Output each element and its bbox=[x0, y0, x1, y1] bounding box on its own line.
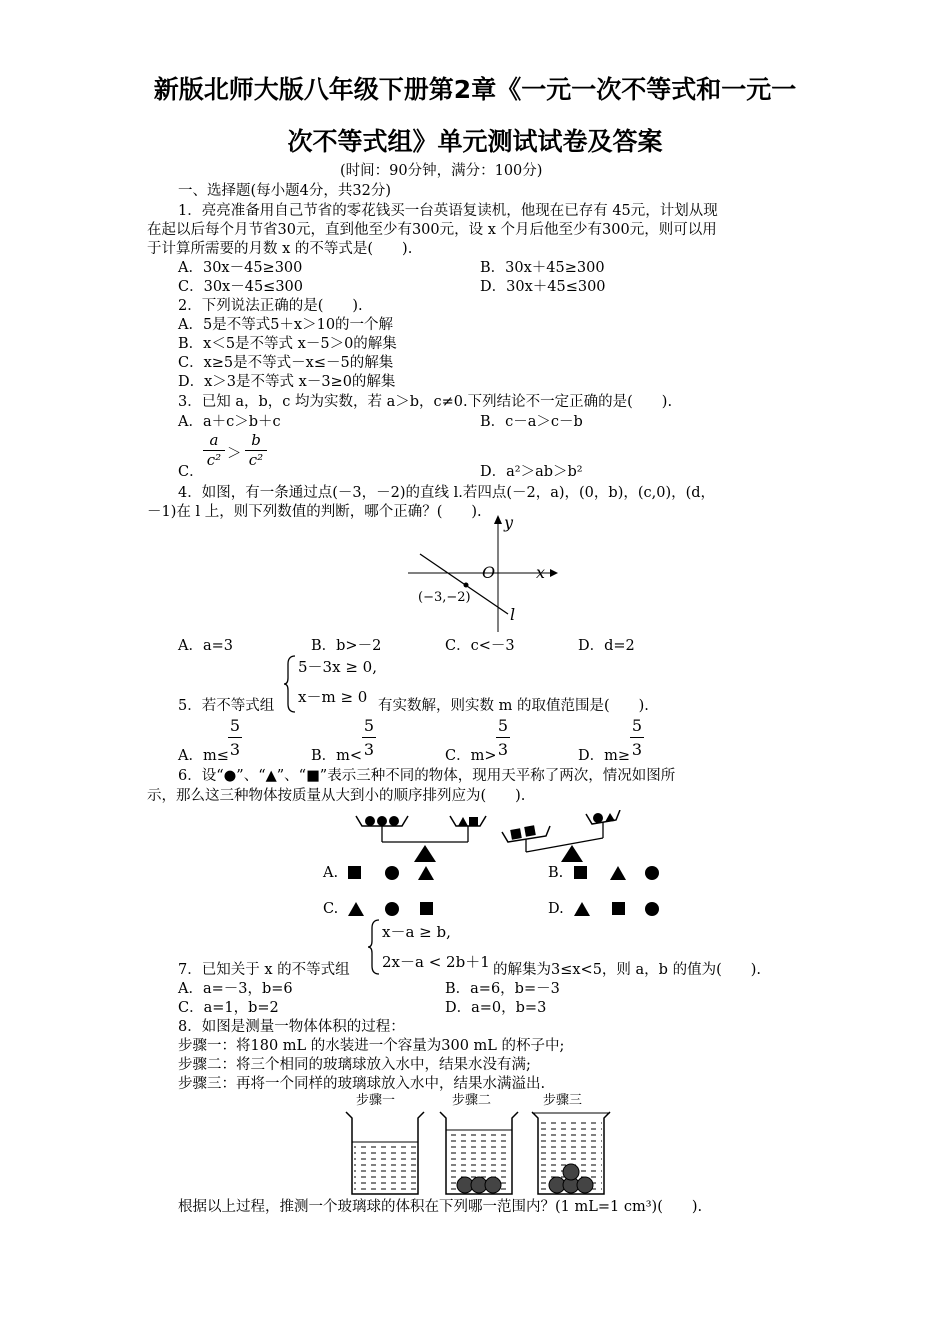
q4-line-graph bbox=[400, 512, 560, 634]
square-icon bbox=[612, 902, 625, 915]
q2-option-a: A．5是不等式5＋x＞10的一个解 bbox=[178, 317, 394, 333]
q6-option-b-label: B. bbox=[548, 865, 564, 881]
q4-option-b: B．b>－2 bbox=[311, 638, 382, 654]
q1-option-d: D．30x＋45≤300 bbox=[480, 279, 606, 295]
q8-step1: 步骤一：将180 mL 的水装进一个容量为300 mL 的杯子中; bbox=[178, 1038, 565, 1054]
q3-greater-sign: ＞ bbox=[227, 446, 242, 462]
q3-fraction-b-over-c2 bbox=[245, 432, 267, 469]
q6-option-d-label: D. bbox=[548, 901, 564, 917]
point-label: (−3,−2) bbox=[418, 590, 471, 605]
q4-option-a: A．a=3 bbox=[178, 638, 233, 654]
square-icon bbox=[348, 866, 361, 879]
q7-option-a: A．a=－3，b=6 bbox=[178, 981, 293, 997]
exam-meta: (时间：90分钟，满分：100分) bbox=[340, 163, 543, 179]
triangle-icon bbox=[348, 902, 364, 916]
balance-scale-tilted bbox=[502, 810, 620, 862]
beaker1-label: 步骤一 bbox=[356, 1093, 396, 1108]
q1-option-c: C．30x－45≤300 bbox=[178, 279, 303, 295]
beaker-step3 bbox=[532, 1112, 610, 1194]
q3-frac2-numerator: b bbox=[251, 431, 261, 449]
q5-system-line1: 5－3x ≥ 0, bbox=[298, 658, 377, 676]
q5-system-line2: x－m ≥ 0 bbox=[298, 688, 368, 706]
q3-option-a: A．a＋c＞b＋c bbox=[178, 414, 281, 430]
q5-option-d: D．m≥ bbox=[578, 748, 631, 764]
circle-icon bbox=[377, 816, 387, 826]
y-axis-label: y bbox=[504, 513, 514, 532]
q5-option-c: C．m> bbox=[445, 748, 497, 764]
q3-frac1-numerator: a bbox=[209, 431, 219, 449]
fraction-bar bbox=[496, 737, 510, 738]
q3-fraction-a-over-c2 bbox=[203, 432, 225, 469]
beaker-step1 bbox=[346, 1112, 424, 1194]
q2-stem: 2．下列说法正确的是( ). bbox=[178, 298, 363, 314]
q7-option-b: B．a=6，b=－3 bbox=[445, 981, 560, 997]
fraction-denominator: 3 bbox=[497, 740, 509, 759]
q3-stem: 3．已知 a，b，c 均为实数，若 a＞b，c≠0.下列结论不一定正确的是( ). bbox=[178, 394, 673, 410]
square-icon bbox=[574, 866, 587, 879]
q8-step2: 步骤二：将三个相同的玻璃球放入水中，结果水没有满; bbox=[178, 1057, 531, 1073]
glass-ball-icon bbox=[485, 1177, 501, 1193]
circle-icon bbox=[593, 813, 603, 823]
q1-stem-line1: 1．亮亮准备用自己节省的零花钱买一台英语复读机，他现在已存有 45元，计划从现 bbox=[178, 203, 718, 219]
q3-option-d: D．a²＞ab＞b² bbox=[480, 464, 583, 480]
q3-frac1-denominator: c² bbox=[206, 451, 222, 469]
triangle-icon bbox=[605, 813, 615, 822]
x-axis-label: x bbox=[536, 563, 546, 582]
q3-option-b: B．c－a＞c－b bbox=[480, 414, 583, 430]
q7-system-line1: x－a ≥ b, bbox=[382, 923, 451, 941]
section-heading: 一、选择题(每小题4分，共32分) bbox=[178, 183, 391, 199]
q1-stem-line3: 于计算所需要的月数 x 的不等式是( ). bbox=[147, 241, 413, 257]
q5-c-fraction bbox=[496, 716, 510, 759]
q8-step3: 步骤三：再将一个同样的玻璃球放入水中，结果水满溢出. bbox=[178, 1076, 546, 1092]
fraction-numerator: 5 bbox=[631, 716, 643, 735]
fraction-bar bbox=[362, 737, 376, 738]
q6-option-a-shapes bbox=[346, 864, 436, 882]
q6-option-c-shapes bbox=[346, 900, 436, 918]
q6-option-a-label: A. bbox=[323, 865, 339, 881]
q7-system-line2: 2x－a < 2b＋1 bbox=[382, 953, 490, 971]
q3-option-c-label: C． bbox=[178, 464, 204, 480]
fraction-numerator: 5 bbox=[363, 716, 375, 735]
beaker3-label: 步骤三 bbox=[543, 1093, 583, 1108]
q6-option-c-label: C. bbox=[323, 901, 339, 917]
document-title-line2: 次不等式组》单元测试试卷及答案 bbox=[287, 127, 663, 156]
q1-option-b: B．30x＋45≥300 bbox=[480, 260, 605, 276]
fraction-denominator: 3 bbox=[631, 740, 643, 759]
q5-d-fraction bbox=[630, 716, 644, 759]
q6-stem-line1: 6．设“●”、“▲”、“■”表示三种不同的物体，现用天平称了两次，情况如图所 bbox=[178, 768, 676, 784]
circle-icon bbox=[389, 816, 399, 826]
q2-option-b: B．x＜5是不等式 x－5＞0的解集 bbox=[178, 336, 397, 352]
square-icon bbox=[420, 902, 433, 915]
q4-option-d: D．d=2 bbox=[578, 638, 635, 654]
fraction-denominator: 3 bbox=[229, 740, 241, 759]
q2-option-c: C．x≥5是不等式－x≤－5的解集 bbox=[178, 355, 394, 371]
triangle-icon bbox=[458, 817, 468, 826]
q7-option-d: D．a=0，b=3 bbox=[445, 1000, 547, 1016]
fulcrum-icon bbox=[414, 845, 436, 862]
fraction-bar bbox=[228, 737, 242, 738]
circle-icon bbox=[385, 866, 399, 880]
q4-stem-line1: 4．如图，有一条通过点(－3，－2)的直线 l.若四点(－2，a)，(0，b)，(c,0)，(d， bbox=[178, 485, 716, 501]
q5-a-fraction bbox=[228, 716, 242, 759]
glass-ball-icon bbox=[577, 1177, 593, 1193]
x-axis-arrow bbox=[550, 569, 558, 577]
q1-option-a: A．30x－45≥300 bbox=[178, 260, 303, 276]
circle-icon bbox=[645, 866, 659, 880]
balance-scale-level bbox=[356, 816, 486, 862]
q3-frac2-denominator: c² bbox=[248, 451, 264, 469]
glass-ball-icon bbox=[563, 1164, 579, 1180]
fraction-numerator: 5 bbox=[229, 716, 241, 735]
q8-stem: 8．如图是测量一物体体积的过程： bbox=[178, 1019, 405, 1035]
square-icon bbox=[510, 828, 522, 840]
triangle-icon bbox=[610, 866, 626, 880]
q7-stem-post: 的解集为3≤x<5，则 a，b 的值为( ). bbox=[493, 962, 761, 978]
q6-stem-line2: 示，那么这三种物体按质量从大到小的顺序排列应为( ). bbox=[147, 788, 526, 804]
circle-icon bbox=[385, 902, 399, 916]
q4-option-c: C．c<－3 bbox=[445, 638, 515, 654]
q5-option-a: A．m≤ bbox=[178, 748, 229, 764]
line-label: l bbox=[510, 605, 516, 624]
q4-stem-line2: －1)在 l 上，则下列数值的判断，哪个正确？( ). bbox=[147, 504, 482, 520]
q6-option-b-shapes bbox=[572, 864, 662, 882]
q8-question: 根据以上过程，推测一个玻璃球的体积在下列哪一范围内？(1 mL=1 cm³)( ). bbox=[178, 1199, 703, 1215]
q2-option-d: D．x＞3是不等式 x－3≥0的解集 bbox=[178, 374, 396, 390]
q5-b-fraction bbox=[362, 716, 376, 759]
q5-stem-pre: 5．若不等式组 bbox=[178, 698, 275, 714]
square-icon bbox=[524, 825, 536, 837]
triangle-icon bbox=[418, 866, 434, 880]
y-axis-arrow bbox=[494, 515, 502, 524]
fraction-denominator: 3 bbox=[363, 740, 375, 759]
circle-icon bbox=[645, 902, 659, 916]
q7-option-c: C．a=1，b=2 bbox=[178, 1000, 279, 1016]
beaker2-label: 步骤二 bbox=[452, 1093, 492, 1108]
q8-beakers-figure bbox=[340, 1108, 620, 1200]
q5-stem-post: 有实数解，则实数 m 的取值范围是( ). bbox=[378, 698, 649, 714]
triangle-icon bbox=[574, 902, 590, 916]
circle-icon bbox=[365, 816, 375, 826]
document-title-line1: 新版北师大版八年级下册第2章《一元一次不等式和一元一 bbox=[153, 75, 797, 104]
fraction-numerator: 5 bbox=[497, 716, 509, 735]
origin-label: O bbox=[482, 563, 496, 582]
q5-brace-icon bbox=[283, 654, 297, 714]
q7-brace-icon bbox=[367, 918, 381, 976]
beaker-step2 bbox=[440, 1112, 518, 1194]
q5-option-b: B．m< bbox=[311, 748, 363, 764]
q1-stem-line2: 在起以后每个月节省30元，直到他至少有300元，设 x 个月后他至少有300元，则可以用 bbox=[147, 222, 717, 238]
q7-stem-pre: 7．已知关于 x 的不等式组 bbox=[178, 962, 350, 978]
fraction-bar bbox=[630, 737, 644, 738]
square-icon bbox=[469, 817, 478, 826]
q6-option-d-shapes bbox=[572, 900, 662, 918]
fulcrum-icon bbox=[561, 845, 583, 862]
point-marker bbox=[464, 583, 469, 588]
